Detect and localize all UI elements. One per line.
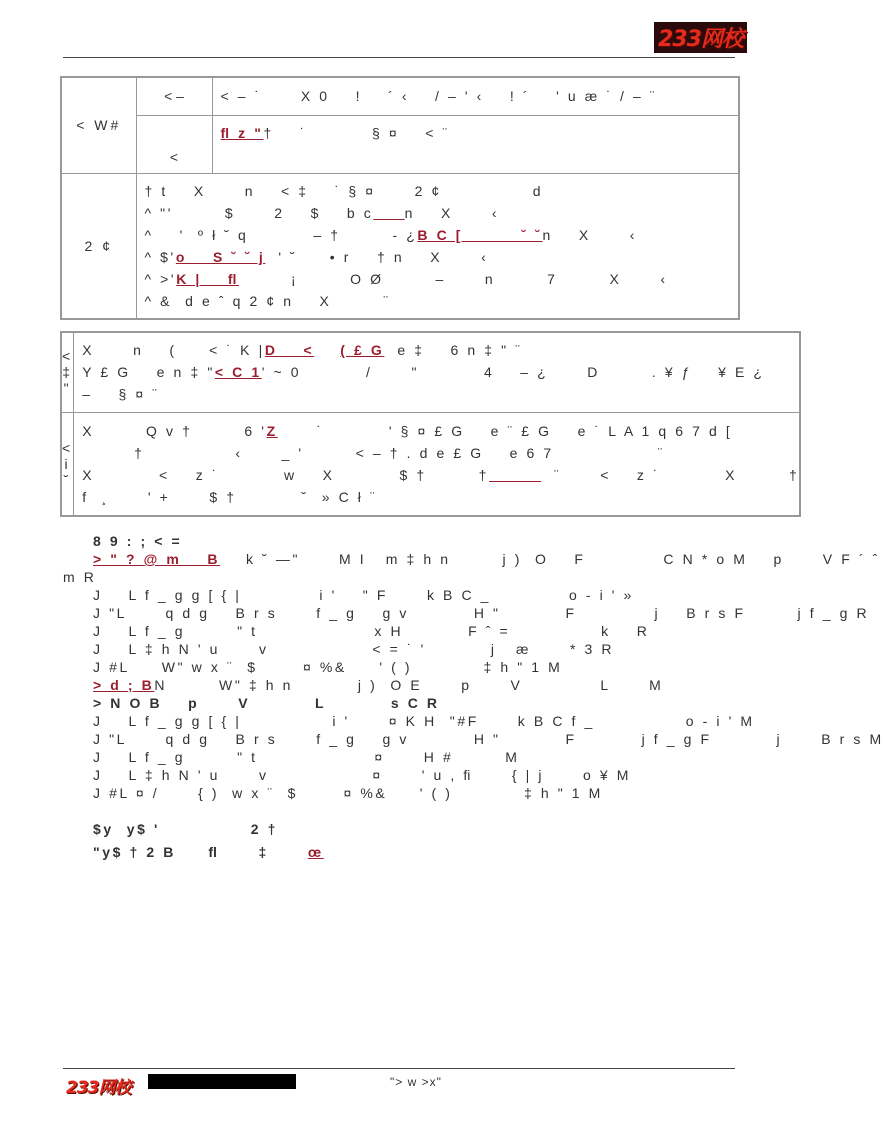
- paragraph-line: > N O B p V L s C R: [93, 695, 440, 711]
- inline-link[interactable]: > d ; B: [93, 677, 155, 693]
- inline-link[interactable]: ___: [373, 204, 405, 221]
- list-item: J L ‡ h N ' u v ¤ ' u , ﬁ { | j o ¥ M: [93, 767, 632, 783]
- table-cell: < – ˙ X 0 ! ´ ‹ / – ' ‹ ! ´ ' u æ ˙ / – ¨: [212, 77, 739, 115]
- inline-link[interactable]: K | ﬂ: [176, 270, 240, 287]
- section-table-1: [60, 76, 740, 320]
- inline-link[interactable]: o S ˘ ˘ j: [175, 248, 266, 265]
- inline-link[interactable]: œ: [307, 844, 324, 860]
- paragraph-line: m R: [63, 569, 97, 585]
- header-rule: [63, 57, 735, 58]
- body-text: [63, 532, 884, 861]
- paragraph-line: "y$ † 2 B ﬂ ‡ œ: [93, 844, 324, 860]
- inline-link[interactable]: ﬂ z ": [220, 124, 264, 141]
- sub-label: <: [136, 115, 212, 173]
- table-row: [61, 173, 739, 319]
- list-item: J L f _ g " t x H F ˆ = k R: [93, 623, 650, 639]
- list-item: J L ‡ h N ' u v < = ˙ ' j æ * 3 R: [93, 641, 615, 657]
- table-cell: X n ( < ˙ K |D < ( £ G e ‡ 6 n ‡ " ¨ Y £ G e n ‡ "< C 1' ~ 0 / " 4 – ¿ D . ¥ ƒ ¥ E ¿ – § ¤ ¨: [74, 332, 801, 412]
- inline-link[interactable]: > " ? @ m B: [93, 551, 221, 567]
- row-label: < i ˘: [61, 412, 74, 516]
- section-heading: $y y$ ' 2 †: [93, 821, 279, 837]
- sub-label: < –: [136, 77, 212, 115]
- table-row: [61, 77, 739, 115]
- inline-link[interactable]: B C [ ˘ ˘: [417, 226, 543, 243]
- table-cell: † t X n < ‡ ˙ § ¤ 2 ¢ d ^ "' $ 2 $ b c___n X ‹ ^ ' º ł ˘ q – † - ¿B C [ ˘ ˘n X ‹ ^ $'o S ˘ ˘ j ' ˘ • r † n X ‹ ^ >'K | ﬂ ¡ O Ø – n 7 X ‹ ^ & d e ˆ q 2 ¢ n X ¨: [136, 173, 739, 319]
- page-number: "> w >x": [390, 1075, 442, 1089]
- list-item: J #L ¤ / { ) w x ¨ $ ¤ %& ' ( ) ‡ h " 1 M: [93, 785, 603, 801]
- row-label: < ‡ ": [61, 332, 74, 412]
- brand-logo: 233网校: [654, 22, 747, 53]
- list-item: J "L q d g B r s f _ g g v H " F j B r s F j f _ g R: [93, 605, 870, 621]
- footer-logo: 233网校: [66, 1078, 131, 1098]
- inline-link[interactable]: Z: [266, 422, 278, 439]
- inline-link[interactable]: _____: [489, 466, 542, 483]
- list-item: J L f _ g " t ¤ H # M: [93, 749, 520, 765]
- list-item: J #L W" w x ¨ $ ¤ %& ' ( ) ‡ h " 1 M: [93, 659, 563, 675]
- list-item: J L f _ g g [ { | i ' ¤ K H "#F k B C f _ o - i ' M: [93, 713, 755, 729]
- inline-link[interactable]: ( £ G: [340, 342, 385, 359]
- table-row: [61, 115, 739, 173]
- paragraph-line: > " ? @ m B k ˘ —" M I m ‡ h n j ) O F C N * o M p V F ´ ˆ: [93, 551, 880, 567]
- section-table-2: [60, 331, 801, 517]
- inline-link[interactable]: D <: [264, 342, 315, 359]
- section-heading: 8 9 : ; < =: [93, 533, 183, 549]
- table-row: [61, 412, 800, 516]
- row-label: 2 ¢: [61, 173, 136, 319]
- inline-link[interactable]: < C 1: [214, 364, 262, 381]
- footer-bar: [148, 1074, 296, 1089]
- list-item: J "L q d g B r s f _ g g v H " F j f _ g F j B r s M: [93, 731, 884, 747]
- list-item: J L f _ g g [ { | i ' " F k B C _ o - i ' »: [93, 587, 634, 603]
- paragraph-line: > d ; BN W" ‡ h n j ) O E p V L M: [93, 677, 664, 693]
- footer-rule: [63, 1068, 735, 1069]
- table-cell: X Q v † 6 'Z ˙ ' § ¤ £ G e ¨ £ G e ˙ L A 1 q 6 7 d [ † ‹ _ ' < – † . d e £ G e 6 7 ¨ X < z ˙ w X $ † †_____ ¨ < z ˙ X † f ¸ ' + $ † ˘ » C ł ¨: [74, 412, 801, 516]
- table-cell: ﬂ z "† ˙ § ¤ < ¨: [212, 115, 739, 173]
- row-label: < W#: [61, 77, 136, 173]
- table-row: [61, 332, 800, 412]
